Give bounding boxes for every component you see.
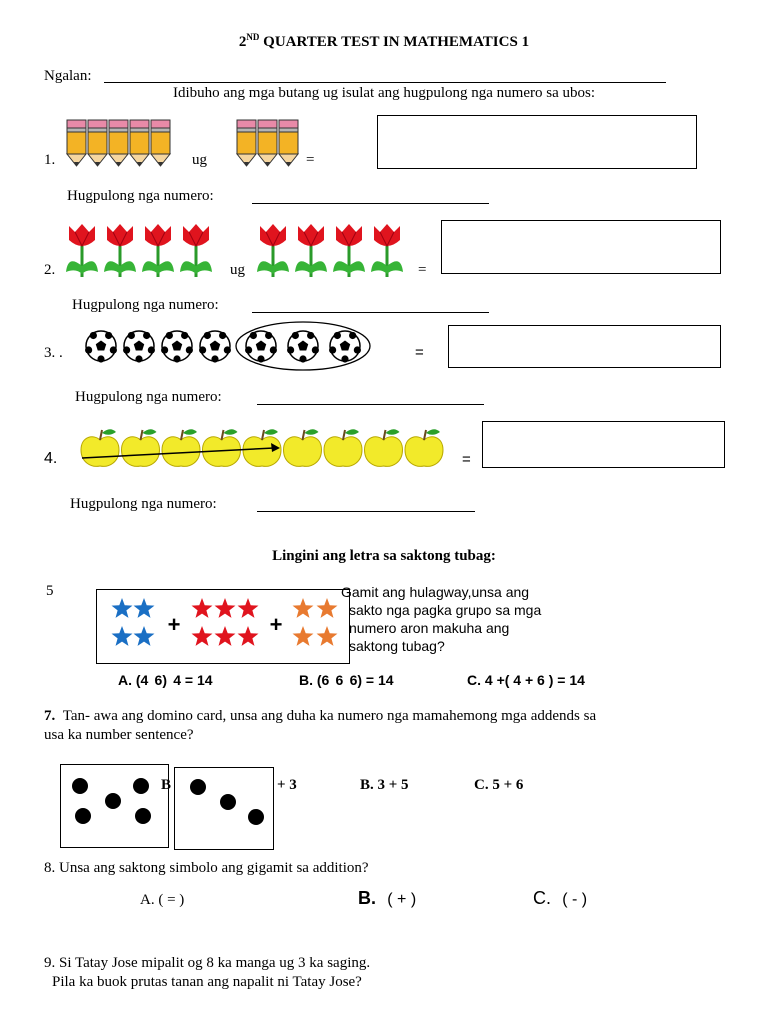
q8-option-b-value: ( + ): [387, 891, 417, 908]
q7-option-a-rest[interactable]: + 3: [277, 777, 297, 793]
q2-hugpulong-label: Hugpulong nga numero:: [72, 297, 219, 313]
q5-option-a[interactable]: A. (4 6) 4 = 14: [118, 672, 213, 688]
q1-number: 1.: [44, 152, 56, 168]
q8-option-b-letter: B.: [358, 888, 376, 908]
q7-option-a-fragment[interactable]: B: [161, 777, 172, 793]
q3-number: 3. .: [44, 345, 63, 361]
domino-dot: [248, 809, 264, 825]
q7-option-c[interactable]: C. 5 + 6: [474, 777, 524, 793]
plus-sign: +: [269, 612, 283, 637]
q7-option-b[interactable]: B. 3 + 5: [360, 777, 409, 793]
q8-option-c[interactable]: [533, 888, 587, 909]
domino-dot: [72, 778, 88, 794]
q5-question-line-3: numero aron makuha ang: [349, 620, 510, 636]
q7-number: 7.: [44, 708, 56, 724]
q5-option-c[interactable]: C. 4 +( 4 + 6 ) = 14: [467, 672, 585, 688]
q1-equals: =: [306, 152, 315, 168]
q1-hugpulong-label: Hugpulong nga numero:: [67, 188, 214, 204]
domino-dot: [75, 808, 91, 824]
q4-equals: =: [462, 451, 471, 468]
title-superscript: ND: [246, 32, 260, 42]
plus-sign: +: [167, 612, 181, 637]
q4-number: 4.: [44, 450, 58, 467]
q7-question-line-2: usa ka number sentence?: [44, 727, 194, 743]
domino-dot: [105, 793, 121, 809]
domino-dot: [190, 779, 206, 795]
q9-question: [44, 954, 370, 992]
domino-dot: [135, 808, 151, 824]
q5-question-line-4: saktong tubag?: [349, 638, 445, 654]
q5-question-line-1: Gamit ang hulagway,unsa ang: [341, 584, 530, 600]
q3-hugpulong-label: Hugpulong nga numero:: [75, 389, 222, 405]
title-text: QUARTER TEST IN MATHEMATICS 1: [263, 34, 530, 50]
q2-equals: =: [418, 262, 427, 278]
name-label: Ngalan:: [44, 68, 92, 84]
q5-number: 5: [46, 583, 54, 599]
q8-option-c-value: ( - ): [562, 891, 588, 908]
q7-question-line-1: Tan- awa ang domino card, unsa ang duha ka numero nga mamahemong mga addends sa: [62, 708, 597, 724]
domino-dot: [133, 778, 149, 794]
domino-dot: [220, 794, 236, 810]
q8-option-a[interactable]: A. ( = ): [140, 892, 185, 908]
q9-question-line-1: 9. Si Tatay Jose mipalit og 8 ka manga ug 3 ka saging.: [44, 955, 371, 971]
instruction-draw: Idibuho ang mga butang ug isulat ang hugpulong nga numero sa ubos:: [172, 85, 596, 101]
q2-number: 2.: [44, 262, 56, 278]
q8-question: 8. Unsa ang saktong simbolo ang gigamit sa addition?: [44, 860, 369, 876]
title-prefix: 2: [238, 34, 247, 50]
q5-option-b[interactable]: B. (6 6 6) = 14: [299, 672, 394, 688]
section-title-circle: Lingini ang letra sa saktong tubag:: [272, 548, 496, 564]
q9-question-line-2: Pila ka buok prutas tanan ang napalit ni Tatay Jose?: [52, 974, 362, 990]
q8-option-c-letter: C.: [533, 888, 551, 908]
q1-connector: ug: [192, 152, 207, 168]
q5-question-line-2: sakto nga pagka grupo sa mga: [349, 602, 542, 618]
q4-hugpulong-label: Hugpulong nga numero:: [70, 496, 217, 512]
q2-connector: ug: [230, 262, 245, 278]
q8-option-b[interactable]: [358, 888, 416, 909]
q3-equals: =: [415, 344, 424, 361]
